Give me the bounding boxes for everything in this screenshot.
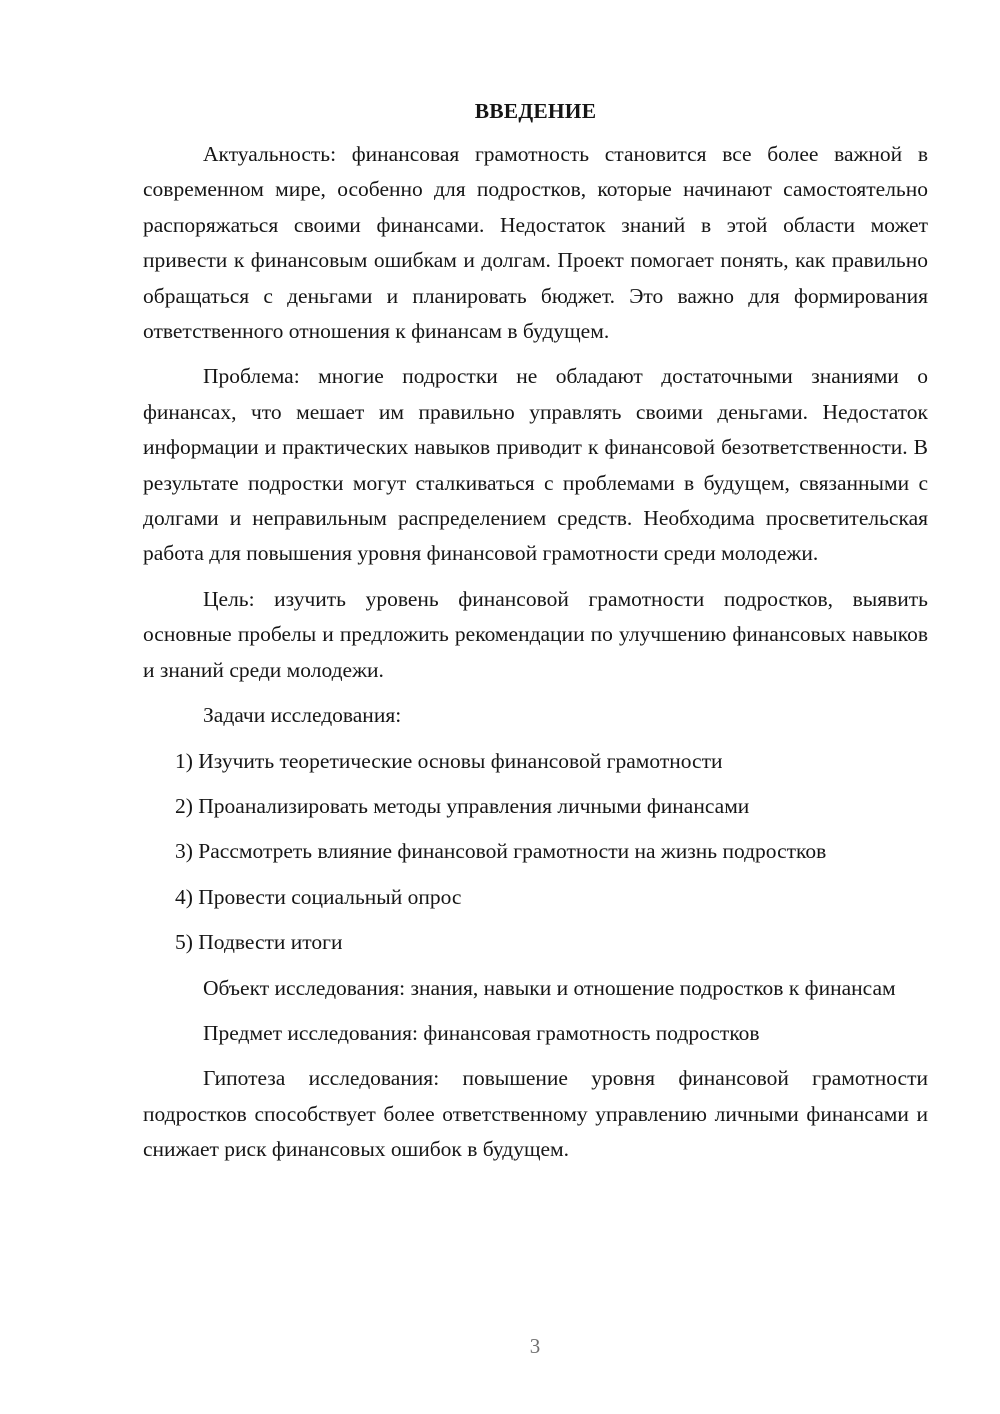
problem-paragraph: Проблема: многие подростки не обладают достаточными знаниями о финансах, что мешает им правильно управлять своими деньгами. Недостаток информации и практических навыков приводит к финансовой безответственности. В результате подростки могут сталкиваться с проблемами в будущем, связанными с долгами и неправильным распределением средств. Необходима просветительская работа для повышения уровня финансовой грамотности среди молодежи. [143, 364, 928, 566]
page-content [143, 94, 928, 1178]
tasks-list [143, 744, 928, 961]
subject-paragraph: Предмет исследования: финансовая грамотность подростков [203, 1020, 760, 1045]
hypothesis-paragraph: Гипотеза исследования: повышение уровня финансовой грамотности подростков способствует более ответственному управлению личными финансами и снижает риск финансовых ошибок в будущем. [143, 1066, 928, 1162]
task-item: 1) Изучить теоретические основы финансовой грамотности [175, 748, 723, 773]
task-item: 3) Рассмотреть влияние финансовой грамотности на жизнь подростков [175, 839, 827, 864]
object-paragraph: Объект исследования: знания, навыки и отношение подростков к финансам [203, 975, 896, 1000]
relevance-paragraph: Актуальность: финансовая грамотность становится все более важной в современном мире, особенно для подростков, которые начинают самостоятельно распоряжаться своими финансами. Недостаток знаний в этой области может привести к финансовым ошибкам и долгам. Проект помогает понять, как правильно обращаться с деньгами и планировать бюджет. Это важно для формирования ответственного отношения к финансам в будущем. [143, 142, 928, 344]
tasks-heading: Задачи исследования: [203, 703, 402, 728]
task-item: 5) Подвести итоги [175, 930, 343, 955]
goal-paragraph: Цель: изучить уровень финансовой грамотности подростков, выявить основные пробелы и предложить рекомендации по улучшению финансовых навыков и знаний среди молодежи. [143, 586, 928, 682]
task-item: 2) Проанализировать методы управления личными финансами [175, 793, 750, 818]
task-item: 4) Провести социальный опрос [175, 884, 462, 909]
page-number: 3 [529, 1334, 541, 1358]
page-title: ВВЕДЕНИЕ [474, 99, 597, 123]
